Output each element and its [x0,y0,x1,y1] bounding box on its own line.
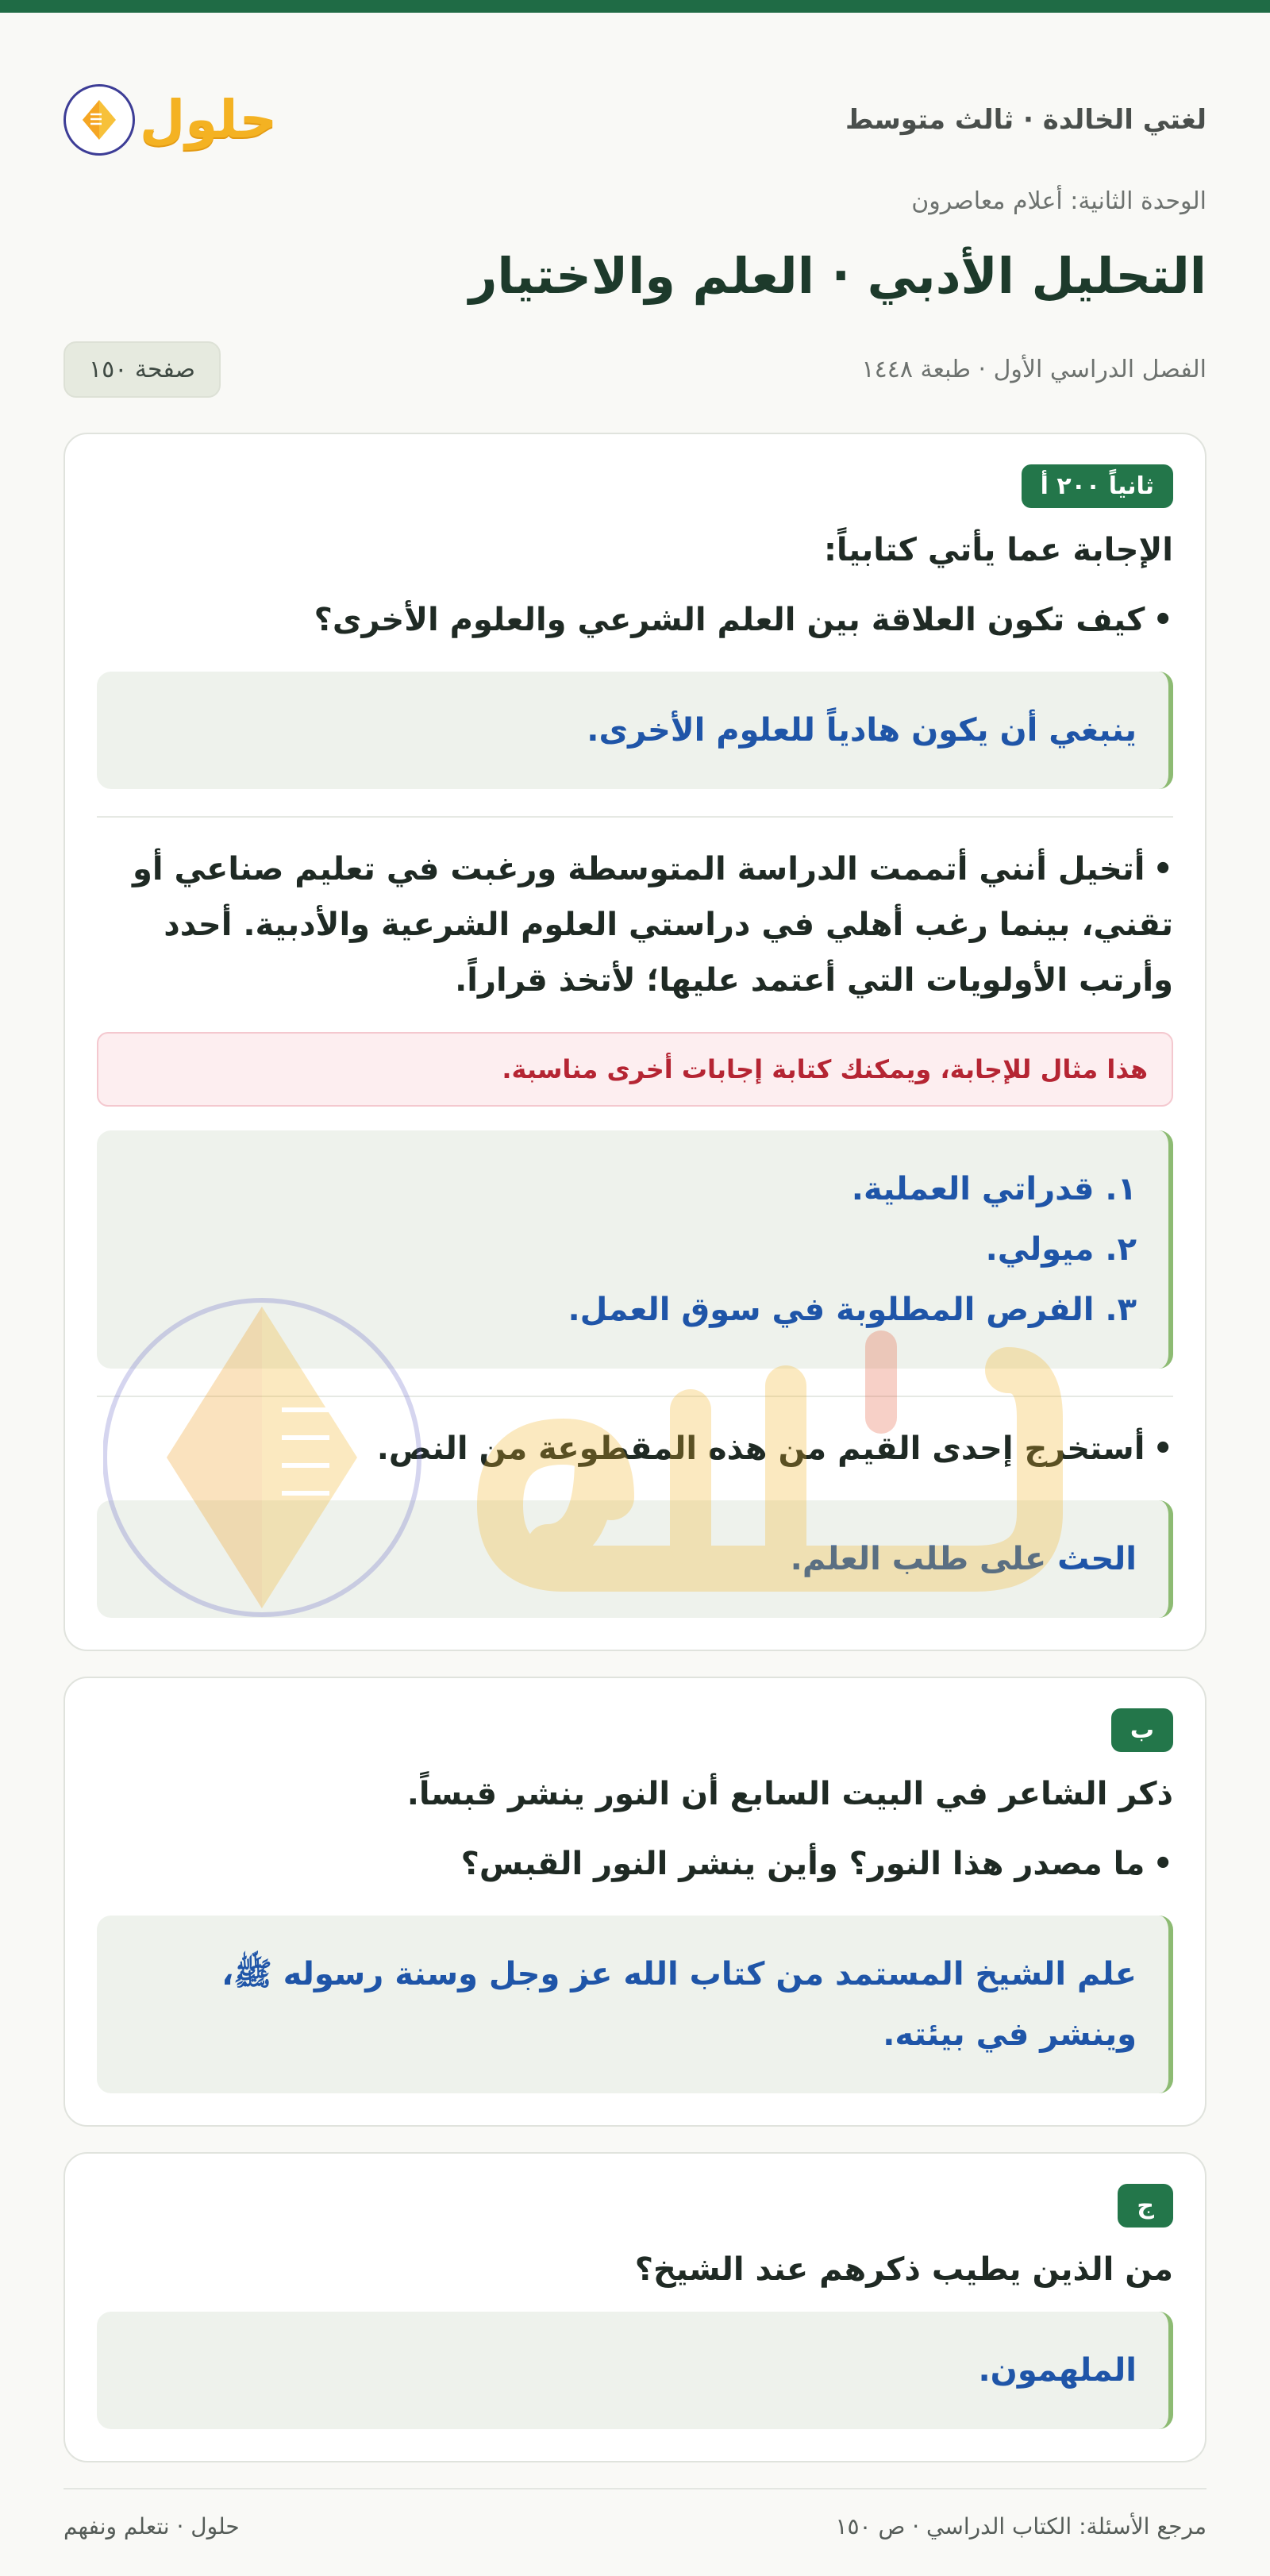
answer-text: ينبغي أن يكون هادياً للعلوم الأخرى. [587,712,1137,749]
brand-logo[interactable] [64,84,277,156]
example-note: هذا مثال للإجابة، ويمكنك كتابة إجابات أخرى مناسبة. [97,1032,1173,1107]
question-item [97,841,1173,1008]
book-title: لغتي الخالدة · ثالث متوسط [845,104,1206,136]
answer-list-item: ١. قدراتي العملية. [851,1171,1137,1207]
bullet-icon: • [1153,602,1173,638]
answer-text: علم الشيخ المستمد من كتاب الله عز وجل وسنة رسوله ﷺ، [221,1956,1137,1993]
section-badge: ج [1118,2184,1173,2228]
answer-box [97,1130,1173,1369]
answer-list-item: ٣. الفرص المطلوبة في سوق العمل. [568,1292,1137,1328]
answer-text: الملهمون. [978,2352,1137,2389]
section-intro: ذكر الشاعر في البيت السابع أن النور ينشر قبساً. [406,1776,1173,1812]
section-card-c [64,2152,1206,2462]
unit-label: الوحدة الثانية: أعلام معاصرون [911,187,1206,215]
answer-box [97,1916,1173,2093]
page-number-chip: صفحة ١٥٠ [64,341,221,398]
question-item [97,1421,1173,1477]
answer-box [97,672,1173,789]
section-badge: ثانياً ٢٠٠ أ [1022,464,1173,508]
section-badge: ب [1111,1708,1173,1752]
question-text: كيف تكون العلاقة بين العلم الشرعي والعلوم الأخرى؟ [314,602,1145,638]
footer-brand: حلول · نتعلم ونفهم [64,2513,240,2539]
divider [97,1396,1173,1397]
answer-box [97,1500,1173,1618]
answer-text: وينشر في بيئته. [883,2016,1137,2053]
footer-reference: مرجع الأسئلة: الكتاب الدراسي · ص ١٥٠ [835,2513,1206,2539]
meta-row [64,341,1206,398]
bullet-icon: • [1153,1846,1173,1882]
brand-wordmark: حلول [140,89,278,150]
bullet-icon: • [1153,1430,1173,1467]
book-icon [64,84,135,156]
question-text: ما مصدر هذا النور؟ وأين ينشر النور القبس؟ [460,1846,1145,1882]
bullet-icon: • [1153,851,1173,888]
question-text: أستخرج إحدى القيم من هذه المقطوعة من النص. [376,1430,1145,1467]
question-text: أتخيل أنني أتممت الدراسة المتوسطة ورغبت في تعليم صناعي أو تقني، بينما رغب أهلي في دراستي العلوم الشرعية والأدبية. أحدد وأرتب الأولويات التي أعتمد عليها؛ لأتخذ قراراً. [133,851,1173,999]
answer-box [97,2312,1173,2429]
page-header [64,13,1206,195]
answer-list-item: ٢. ميولي. [985,1231,1137,1268]
section-card-b [64,1677,1206,2127]
divider [97,816,1173,818]
question-item [97,592,1173,648]
question-item [97,1836,1173,1892]
term-info: الفصل الدراسي الأول · طبعة ١٤٤٨ [861,356,1206,383]
question-text: من الذين يطيب ذكرهم عند الشيخ؟ [634,2251,1173,2288]
section-card-a [64,433,1206,1651]
page-title: التحليل الأدبي · العلم والاختيار [468,247,1206,305]
page-footer [64,2488,1206,2571]
section-intro: الإجابة عما يأتي كتابياً: [823,532,1173,568]
answer-text: الحث على طلب العلم. [790,1541,1137,1577]
